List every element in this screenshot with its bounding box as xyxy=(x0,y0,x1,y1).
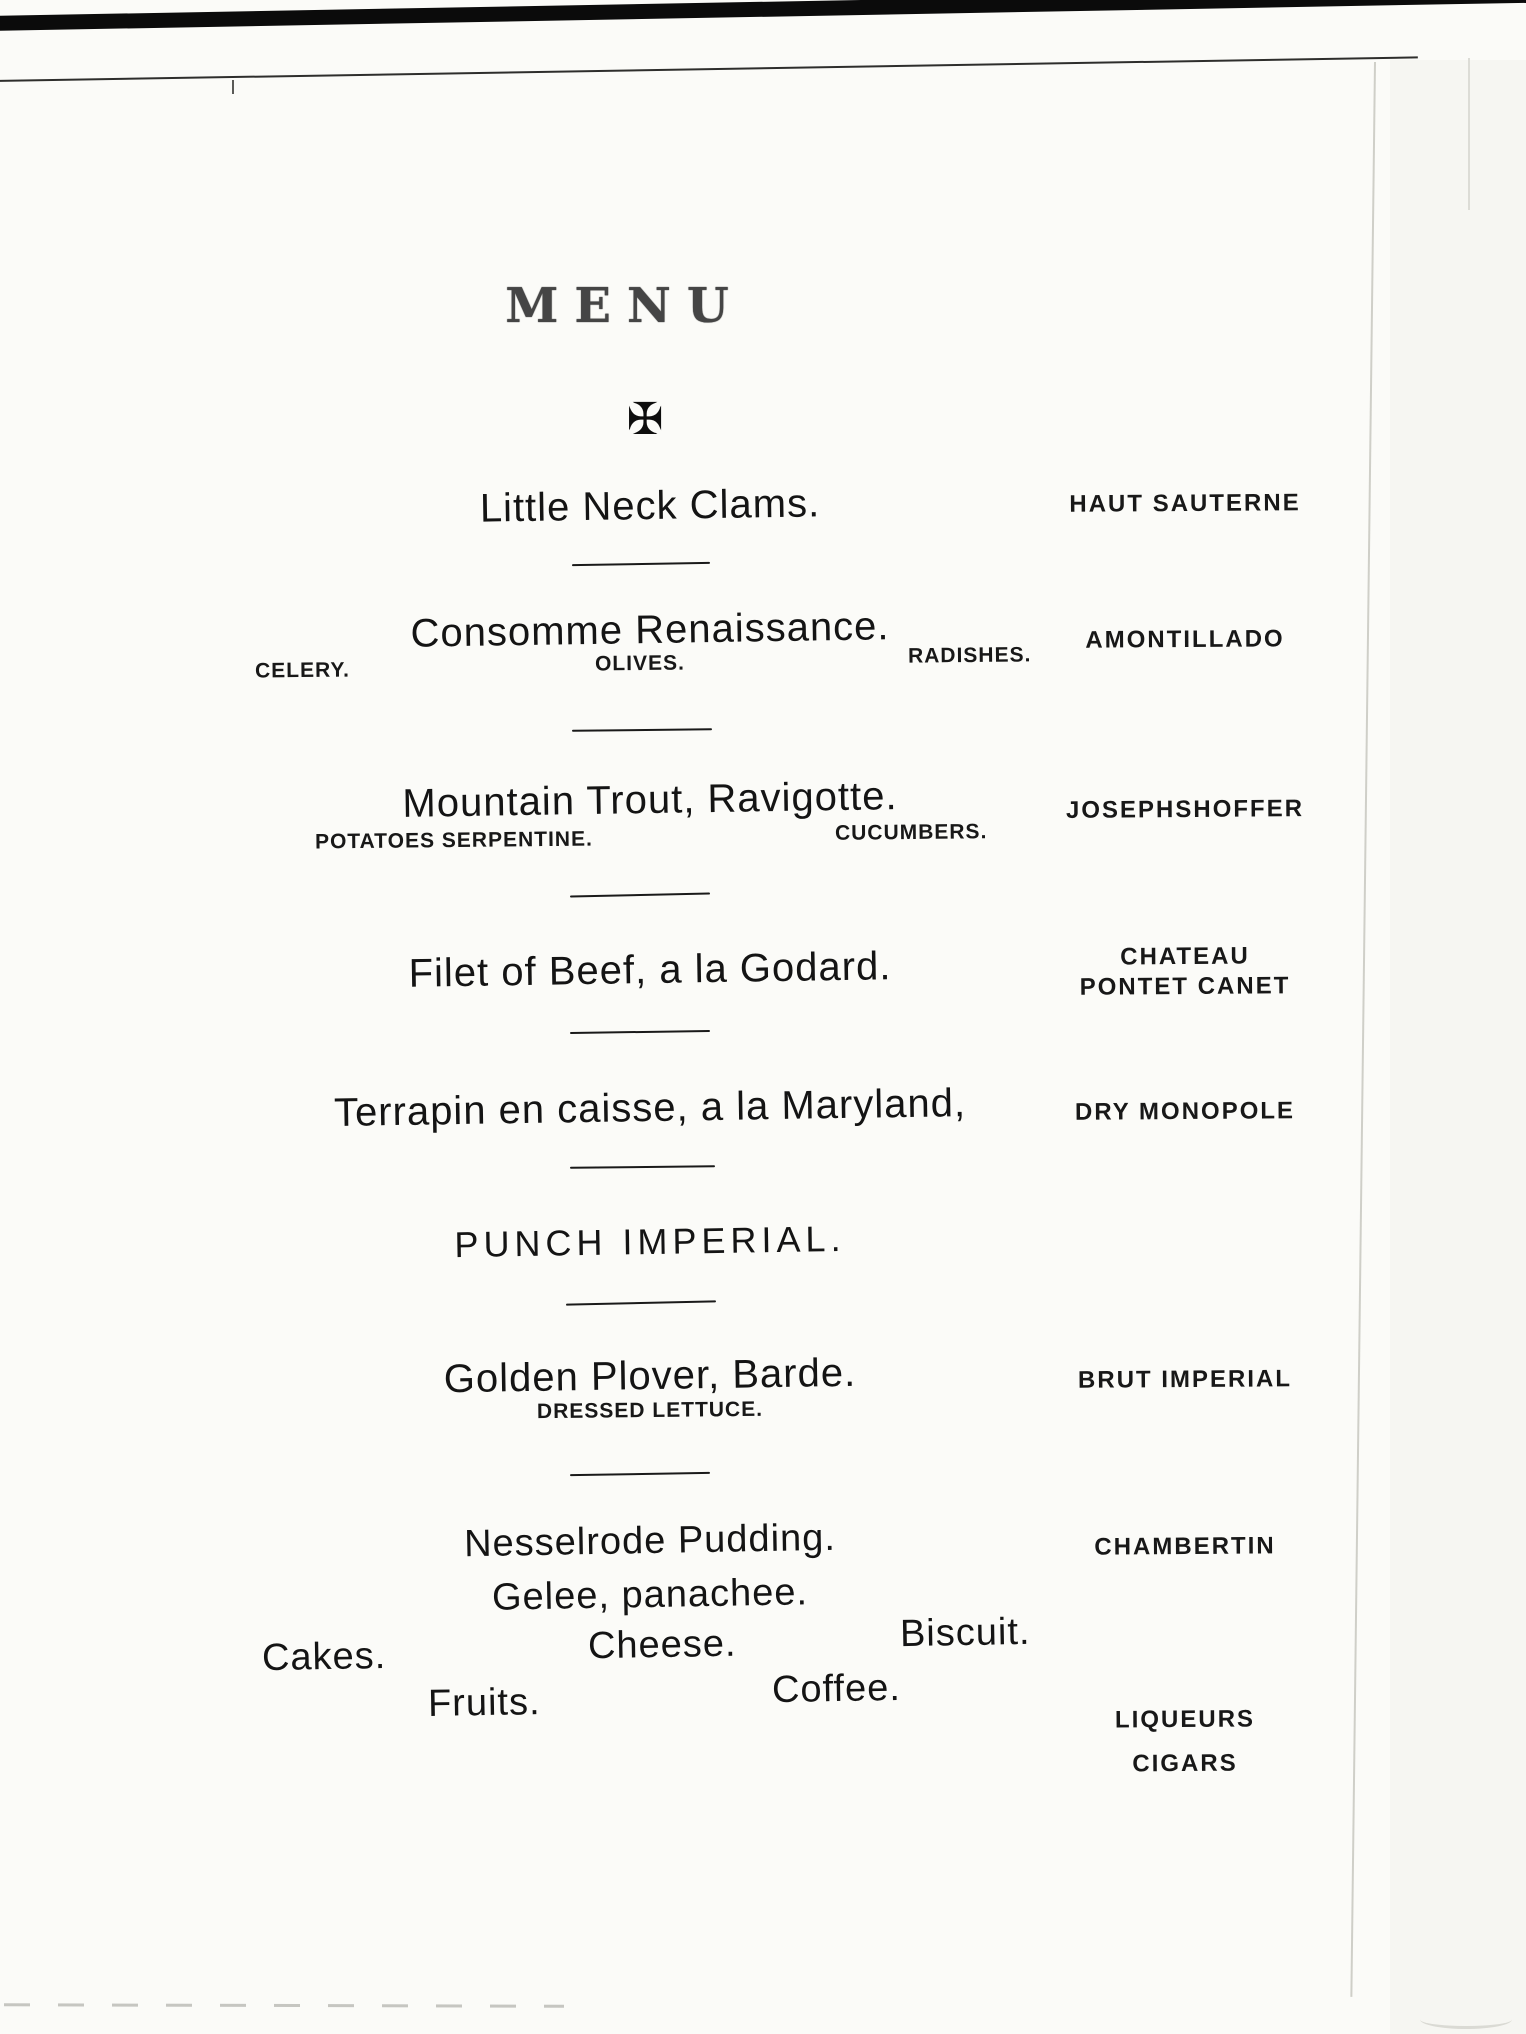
garnish-label: CELERY. xyxy=(254,658,351,683)
garnish-label: OLIVES. xyxy=(594,651,685,676)
garnish-label: CUCUMBERS. xyxy=(834,820,988,845)
dish-name: Little Neck Clams. xyxy=(479,481,821,531)
card-right-edge xyxy=(1350,62,1376,1997)
wine-pairing: CHAMBERTIN xyxy=(1094,1532,1276,1561)
course-divider xyxy=(570,1030,710,1034)
wine-pairing: CHATEAU xyxy=(1120,942,1250,971)
wine-pairing: HAUT SAUTERNE xyxy=(1069,489,1301,518)
course-divider xyxy=(572,562,710,566)
dish-name: PUNCH IMPERIAL. xyxy=(454,1217,846,1266)
wine-pairing: PONTET CANET xyxy=(1079,972,1291,1001)
scan-artifact-line xyxy=(1468,58,1470,210)
dish-name: Terrapin en caisse, a la Maryland, xyxy=(333,1081,967,1135)
garnish-label: POTATOES SERPENTINE. xyxy=(314,827,594,854)
wine-pairing: BRUT IMPERIAL xyxy=(1077,1365,1293,1394)
dish-name: Filet of Beef, a la Godard. xyxy=(408,944,892,996)
card-top-edge xyxy=(0,56,1418,82)
wine-pairing: DRY MONOPOLE xyxy=(1074,1097,1296,1126)
course-divider xyxy=(570,1472,710,1476)
garnish-label: RADISHES. xyxy=(907,643,1032,668)
course-divider xyxy=(572,728,712,731)
wine-pairing: AMONTILLADO xyxy=(1085,625,1285,654)
maltese-cross-icon: ✠ xyxy=(626,394,664,445)
dish-name: Golden Plover, Barde. xyxy=(443,1350,857,1402)
scan-artifact-curl xyxy=(1420,2010,1512,2029)
dish-name: Mountain Trout, Ravigotte. xyxy=(402,774,898,826)
garnish-label: DRESSED LETTUCE. xyxy=(536,1397,764,1424)
dessert-coffee: Coffee. xyxy=(771,1666,902,1712)
dessert-fruits: Fruits. xyxy=(427,1681,541,1725)
wine-pairing: CIGARS xyxy=(1132,1749,1238,1778)
dessert-pudding: Nesselrode Pudding. xyxy=(463,1516,837,1566)
dessert-gelee: Gelee, panachee. xyxy=(491,1571,809,1619)
course-divider xyxy=(566,1300,716,1305)
menu-title: MENU xyxy=(505,278,745,334)
scanner-edge-band xyxy=(0,0,1526,31)
course-divider xyxy=(570,1165,715,1169)
wine-pairing: JOSEPHSHOFFER xyxy=(1065,795,1305,824)
scan-artifact-tick xyxy=(232,80,234,94)
scan-artifact-smudge xyxy=(4,2003,564,2007)
card-right-margin xyxy=(1390,60,1526,2034)
course-divider xyxy=(570,893,710,898)
wine-pairing: LIQUEURS xyxy=(1114,1705,1256,1734)
dessert-cakes: Cakes. xyxy=(261,1634,387,1680)
dessert-biscuit: Biscuit. xyxy=(899,1610,1031,1656)
dessert-cheese: Cheese. xyxy=(587,1622,737,1668)
dish-name: Consomme Renaissance. xyxy=(410,604,890,656)
